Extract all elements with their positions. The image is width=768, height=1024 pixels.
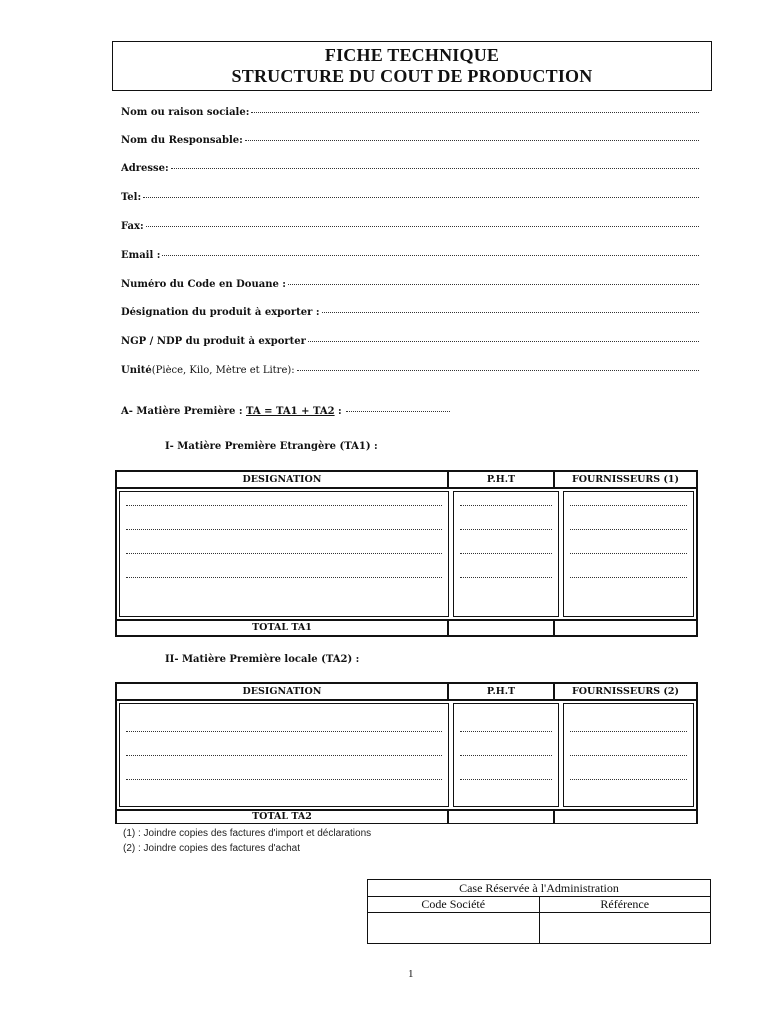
table-ta2: [115, 682, 698, 824]
fill-in-line[interactable]: [460, 730, 552, 732]
fill-in-line[interactable]: [126, 576, 442, 578]
table-body: [117, 489, 696, 621]
field-label: Fax:: [121, 221, 144, 232]
fill-in-line[interactable]: [570, 730, 687, 732]
field-company-name[interactable]: [121, 107, 699, 118]
fill-in-line[interactable]: [460, 778, 552, 780]
column-header-designation: DESIGNATION: [242, 474, 322, 485]
section-1-heading: I- Matière Première Etrangère (TA1) :: [165, 441, 378, 452]
total-suppliers-cell[interactable]: [553, 621, 696, 635]
field-label: Adresse:: [121, 163, 169, 174]
total-pht-cell[interactable]: [447, 621, 553, 635]
suppliers-column[interactable]: [563, 491, 694, 617]
admin-box-title: Case Réservée à l'Administration: [368, 880, 710, 897]
fill-in-line[interactable]: [171, 167, 699, 169]
table-header: [117, 472, 696, 489]
fill-in-line[interactable]: [162, 254, 699, 256]
suppliers-column[interactable]: [563, 703, 694, 807]
field-label-sub: (Pièce, Kilo, Mètre et Litre):: [151, 365, 295, 376]
fill-in-line[interactable]: [143, 196, 699, 198]
fill-in-line[interactable]: [570, 576, 687, 578]
admin-reserved-box: [367, 879, 711, 944]
reference-field[interactable]: [539, 913, 711, 943]
document-title-line1: FICHE TECHNIQUE: [324, 45, 500, 65]
designation-column[interactable]: [119, 491, 449, 617]
total-label: TOTAL TA1: [252, 622, 312, 633]
footnote-1: (1) : Joindre copies des factures d'import et déclarations: [123, 828, 372, 839]
pht-column[interactable]: [453, 491, 559, 617]
fill-in-line[interactable]: [288, 283, 699, 285]
fill-in-line[interactable]: [460, 528, 552, 530]
column-header-designation: DESIGNATION: [242, 686, 322, 697]
fill-in-line[interactable]: [146, 225, 699, 227]
designation-column[interactable]: [119, 703, 449, 807]
field-label: Tel:: [121, 192, 142, 203]
field-product-designation[interactable]: [121, 307, 699, 318]
total-pht-cell[interactable]: [447, 811, 553, 823]
table-body: [117, 701, 696, 811]
field-label: Nom ou raison sociale:: [121, 107, 250, 118]
field-manager-name[interactable]: [121, 135, 699, 146]
reference-label: Référence: [539, 897, 711, 912]
section-a-formula: TA = TA1 + TA2: [246, 406, 335, 417]
total-row: [117, 811, 696, 824]
field-unit[interactable]: [121, 365, 699, 376]
fill-in-line[interactable]: [460, 576, 552, 578]
fill-in-line[interactable]: [570, 552, 687, 554]
fill-in-line[interactable]: [126, 730, 442, 732]
section-a-heading: [121, 406, 450, 417]
section-a-suffix: :: [334, 406, 342, 417]
page-number: 1: [408, 968, 414, 980]
total-label: TOTAL TA2: [252, 811, 312, 822]
fill-in-line[interactable]: [460, 552, 552, 554]
column-header-suppliers: FOURNISSEURS (1): [553, 472, 696, 487]
document-title-box: [112, 41, 712, 91]
fill-in-line[interactable]: [346, 410, 450, 412]
field-label-main: Unité: [121, 365, 152, 376]
admin-box-values: [368, 913, 710, 943]
fill-in-line[interactable]: [460, 754, 552, 756]
fill-in-line[interactable]: [126, 528, 442, 530]
field-ngp-ndp[interactable]: [121, 336, 699, 347]
fill-in-line[interactable]: [570, 528, 687, 530]
field-fax[interactable]: [121, 221, 699, 232]
fill-in-line[interactable]: [245, 139, 699, 141]
fill-in-line[interactable]: [460, 504, 552, 506]
fill-in-line[interactable]: [308, 340, 699, 342]
fill-in-line[interactable]: [570, 778, 687, 780]
pht-column[interactable]: [453, 703, 559, 807]
company-code-label: Code Société: [421, 897, 486, 911]
field-customs-code[interactable]: [121, 279, 699, 290]
field-label: Email :: [121, 250, 161, 261]
fill-in-line[interactable]: [297, 369, 699, 371]
field-label: Désignation du produit à exporter :: [121, 307, 320, 318]
fill-in-line[interactable]: [570, 754, 687, 756]
fill-in-line[interactable]: [126, 552, 442, 554]
admin-box-labels: [368, 897, 710, 913]
fill-in-line[interactable]: [126, 504, 442, 506]
fill-in-line[interactable]: [322, 311, 699, 313]
fill-in-line[interactable]: [126, 778, 442, 780]
field-label: [121, 365, 295, 376]
field-address[interactable]: [121, 163, 699, 174]
column-header-pht: P.H.T: [447, 472, 553, 487]
footnote-2: (2) : Joindre copies des factures d'achat: [123, 843, 301, 854]
column-header-suppliers: FOURNISSEURS (2): [553, 684, 696, 699]
section-a-prefix: A- Matière Première :: [121, 406, 247, 417]
total-suppliers-cell[interactable]: [553, 811, 696, 823]
company-code-field[interactable]: [368, 913, 539, 943]
fill-in-line[interactable]: [251, 111, 699, 113]
field-tel[interactable]: [121, 192, 699, 203]
document-title-line2: STRUCTURE DU COUT DE PRODUCTION: [231, 66, 593, 86]
field-label: Numéro du Code en Douane :: [121, 279, 286, 290]
field-label: NGP / NDP du produit à exporter: [121, 336, 306, 347]
field-email[interactable]: [121, 250, 699, 261]
column-header-pht: P.H.T: [447, 684, 553, 699]
total-row: [117, 621, 696, 635]
field-label: Nom du Responsable:: [121, 135, 243, 146]
fill-in-line[interactable]: [126, 754, 442, 756]
fill-in-line[interactable]: [570, 504, 687, 506]
table-ta1: [115, 470, 698, 637]
section-2-heading: II- Matière Première locale (TA2) :: [165, 654, 360, 665]
table-header: [117, 684, 696, 701]
